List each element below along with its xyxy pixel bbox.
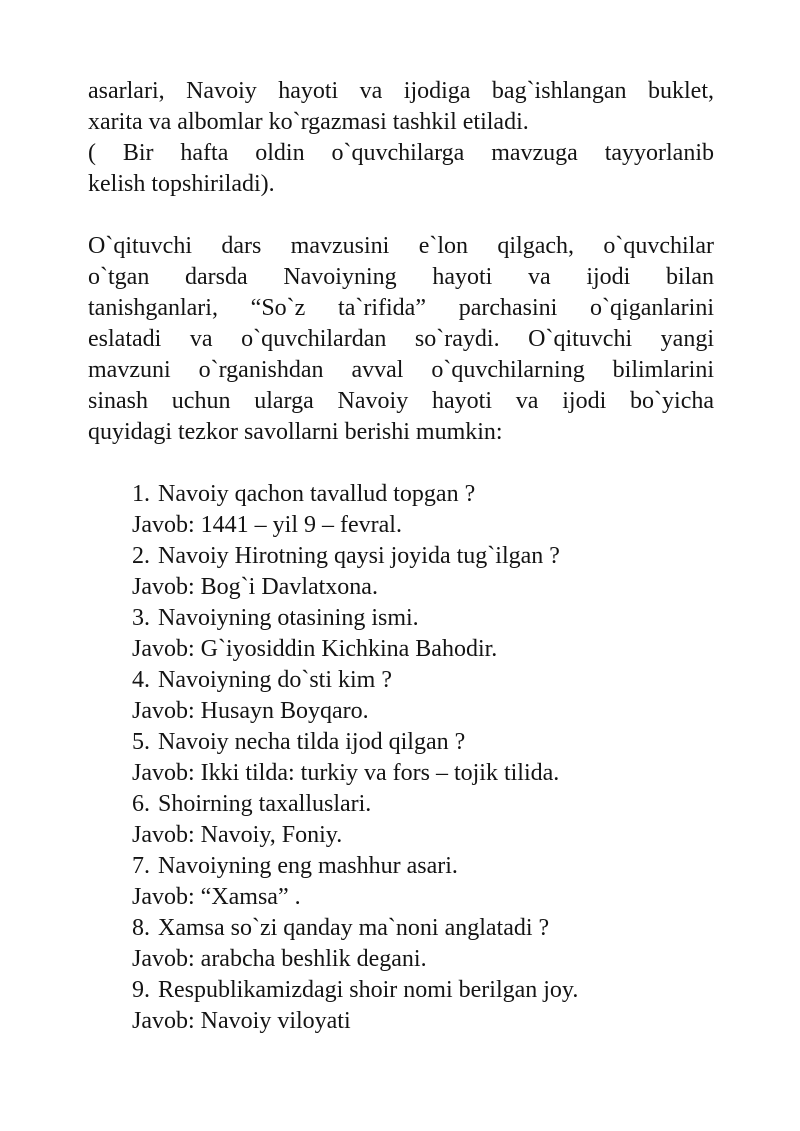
- intro-paragraph: [88, 76, 714, 138]
- question-text: Navoiyning do`sti kim ?: [158, 667, 392, 693]
- paragraph-gap: [88, 448, 714, 479]
- question-item: [132, 789, 714, 820]
- text-line: asarlari, Navoiy hayoti va ijodiga bag`ishlangan buklet,: [88, 78, 714, 104]
- question-item: [132, 665, 714, 696]
- question-answer-list: [88, 479, 714, 1037]
- paragraph-gap: [88, 200, 714, 231]
- question-text: Shoirning taxalluslari.: [158, 791, 372, 817]
- answer-item: Javob: 1441 – yil 9 – fevral.: [132, 512, 402, 538]
- question-number: 9.: [132, 977, 150, 1003]
- answer-item: Javob: “Xamsa” .: [132, 884, 301, 910]
- main-paragraph: [88, 231, 714, 448]
- question-text: Xamsa so`zi qanday ma`noni anglatadi ?: [158, 915, 550, 941]
- question-item: [132, 913, 714, 944]
- question-item: [132, 975, 714, 1006]
- question-item: [132, 603, 714, 634]
- text-line: xarita va albomlar ko`rgazmasi tashkil etiladi.: [88, 109, 529, 135]
- question-item: [132, 727, 714, 758]
- text-line: quyidagi tezkor savollarni berishi mumkin:: [88, 419, 503, 445]
- text-line: O`qituvchi dars mavzusini e`lon qilgach, o`quvchilar: [88, 233, 714, 259]
- text-line: sinash uchun ularga Navoiy hayoti va ijodi bo`yicha: [88, 388, 714, 414]
- question-number: 7.: [132, 853, 150, 879]
- answer-item: Javob: G`iyosiddin Kichkina Bahodir.: [132, 636, 498, 662]
- question-text: Navoiyning eng mashhur asari.: [158, 853, 458, 879]
- answer-item: Javob: Ikki tilda: turkiy va fors – tojik tilida.: [132, 760, 560, 786]
- question-number: 2.: [132, 543, 150, 569]
- question-text: Navoiy Hirotning qaysi joyida tug`ilgan ?: [158, 543, 560, 569]
- answer-item: Javob: Navoiy, Foniy.: [132, 822, 343, 848]
- question-text: Navoiy qachon tavallud topgan ?: [158, 481, 476, 507]
- question-text: Navoiy necha tilda ijod qilgan ?: [158, 729, 466, 755]
- question-item: [132, 479, 714, 510]
- text-line: kelish topshiriladi).: [88, 171, 275, 197]
- question-text: Navoiyning otasining ismi.: [158, 605, 419, 631]
- question-text: Respublikamizdagi shoir nomi berilgan joy.: [158, 977, 579, 1003]
- answer-item: Javob: Husayn Boyqaro.: [132, 698, 369, 724]
- document-page: [88, 76, 714, 1037]
- question-number: 4.: [132, 667, 150, 693]
- question-number: 1.: [132, 481, 150, 507]
- text-line: ( Bir hafta oldin o`quvchilarga mavzuga tayyorlanib: [88, 140, 714, 166]
- question-item: [132, 541, 714, 572]
- answer-item: Javob: arabcha beshlik degani.: [132, 946, 427, 972]
- question-item: [132, 851, 714, 882]
- text-line: o`tgan darsda Navoiyning hayoti va ijodi bilan: [88, 264, 714, 290]
- note-paragraph: [88, 138, 714, 200]
- answer-item: Javob: Bog`i Davlatxona.: [132, 574, 378, 600]
- text-line: tanishganlari, “So`z ta`rifida” parchasini o`qiganlarini: [88, 295, 714, 321]
- text-line: eslatadi va o`quvchilardan so`raydi. O`qituvchi yangi: [88, 326, 714, 352]
- question-number: 3.: [132, 605, 150, 631]
- question-number: 5.: [132, 729, 150, 755]
- answer-item: Javob: Navoiy viloyati: [132, 1008, 351, 1034]
- question-number: 6.: [132, 791, 150, 817]
- text-line: mavzuni o`rganishdan avval o`quvchilarning bilimlarini: [88, 357, 714, 383]
- question-number: 8.: [132, 915, 150, 941]
